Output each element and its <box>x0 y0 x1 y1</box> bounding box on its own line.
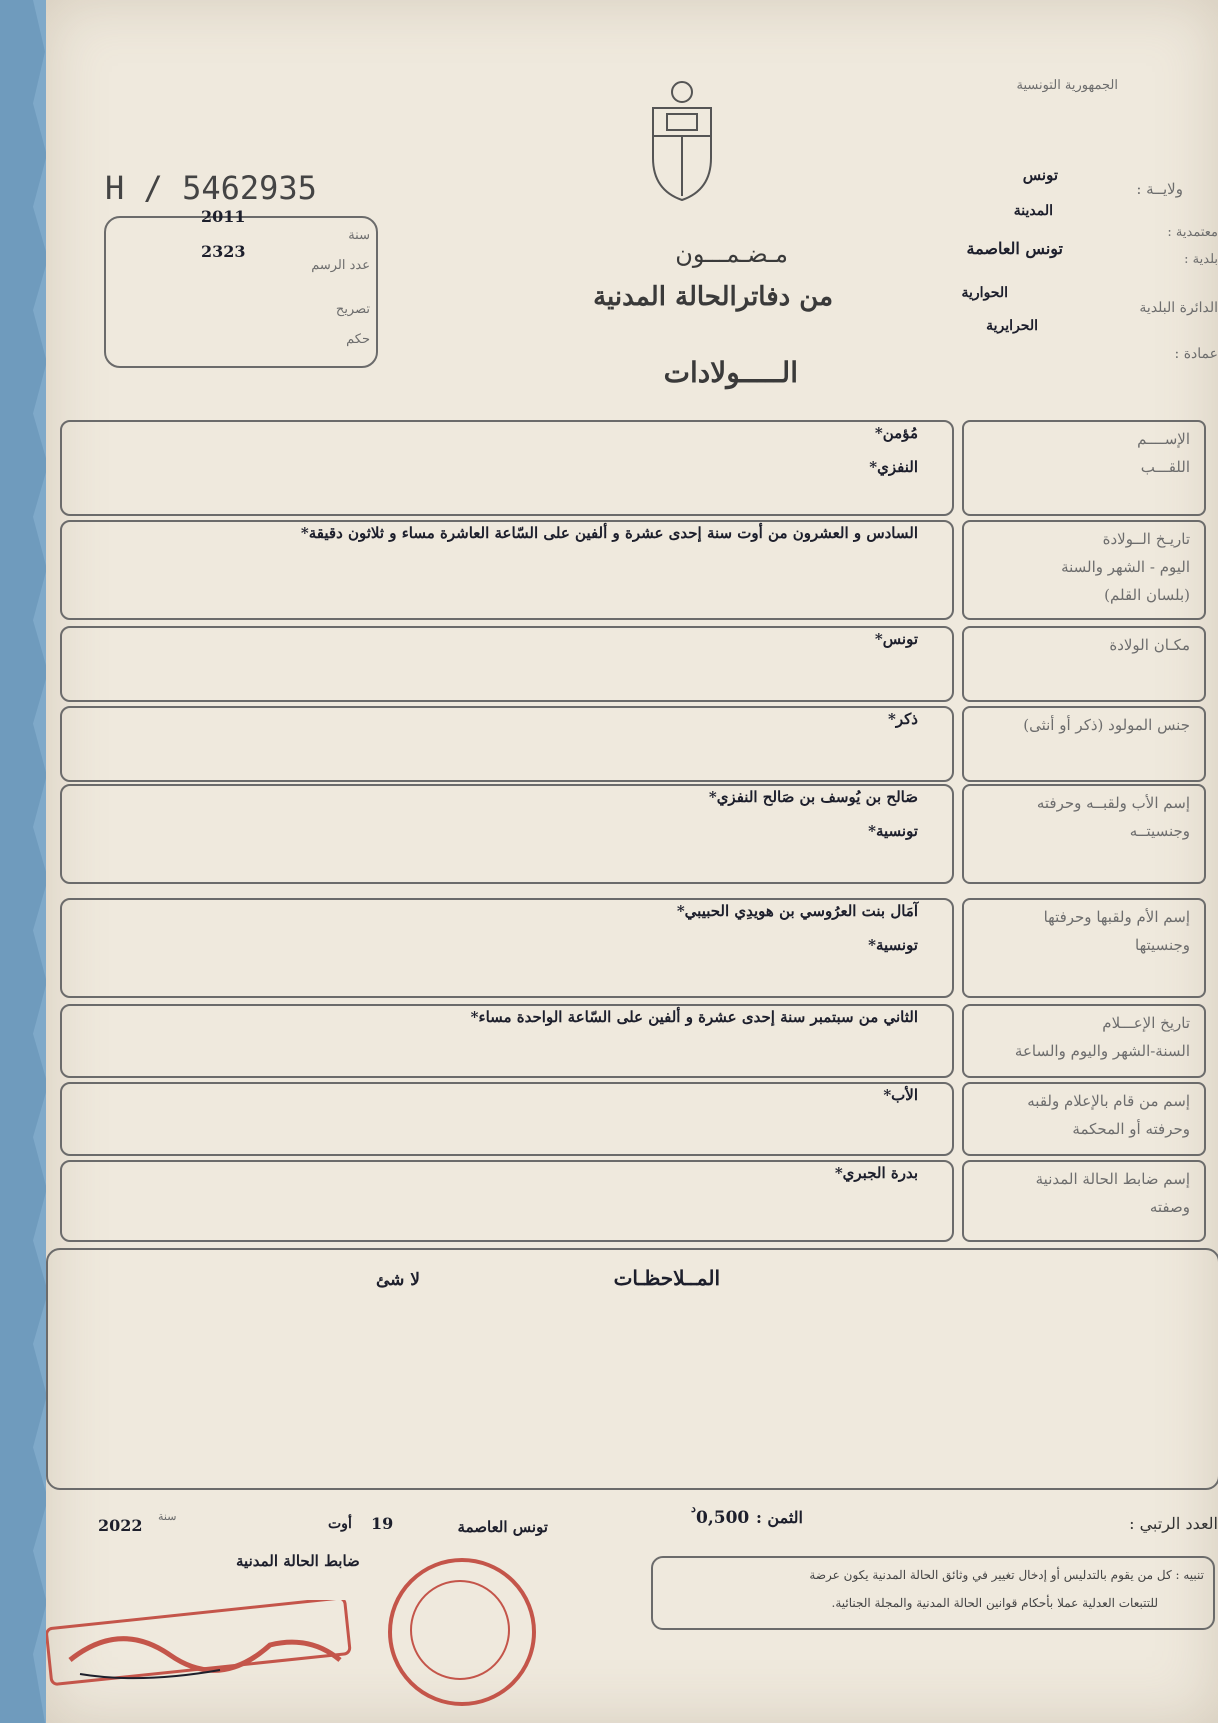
row-label-line: جنس المولود (ذكر أو أنثى) <box>1023 716 1190 734</box>
row-value: آمَال بنت العرُوسي بن هويدِي الحبيبي* <box>676 902 918 920</box>
row-label-line: إسم من قام بالإعلام ولقبه <box>1027 1092 1190 1110</box>
row-label-line: تاريخ الإعـــلام <box>1102 1014 1190 1032</box>
birth-certificate-page <box>46 0 1218 1723</box>
row-label-line: تاريـخ الــولادة <box>1102 530 1190 548</box>
row-value: تونسية* <box>868 822 918 840</box>
value-box-2 <box>60 626 954 702</box>
row-label-line: السنة-الشهر واليوم والساعة <box>1014 1042 1190 1060</box>
value-box-0 <box>60 420 954 516</box>
notice-line-1: تنبيه : كل من يقوم بالتدليس أو إدخال تغيير في وثائق الحالة المدنية يكون عرضة <box>809 1568 1204 1582</box>
ref-count-value: 2323 <box>201 242 246 261</box>
value-box-7 <box>60 1082 954 1156</box>
signature-stamp-icon <box>46 1600 370 1690</box>
value-box-3 <box>60 706 954 782</box>
daira-label: الدائرة البلدية <box>1139 300 1218 316</box>
value-box-8 <box>60 1160 954 1242</box>
row-label-line: اليوم - الشهر والسنة <box>1061 558 1190 576</box>
row-value: النفزي* <box>869 458 918 476</box>
row-label-line: إسم الأم ولقبها وحرفتها <box>1043 908 1190 926</box>
notice-line-2: للتتبعات العدلية عملا بأحكام قوانين الحالة المدنية والمجلة الجنائية. <box>831 1596 1158 1610</box>
baladia-value: تونس العاصمة <box>966 239 1063 258</box>
row-value: تونسية* <box>868 936 918 954</box>
motamadia-label: معتمدية : <box>1167 225 1218 240</box>
officer-label: ضابط الحالة المدنية <box>236 1552 360 1570</box>
ref-year-value: 2011 <box>201 207 246 226</box>
serial-number: H / 5462935 <box>105 169 317 207</box>
row-value: السادس و العشرون من أوت سنة إحدى عشرة و ألفين على السّاعة العاشرة مساء و ثلاثون دقيقة* <box>300 524 918 542</box>
place-value: تونس العاصمة <box>457 1518 548 1536</box>
date-month: أوت <box>328 1516 352 1532</box>
ref-year-label: سنة <box>348 228 370 243</box>
row-value: مُؤمن* <box>874 424 918 442</box>
republic-label: الجمهورية التونسية <box>1016 78 1118 93</box>
row-label-line: إسم ضابط الحالة المدنية <box>1035 1170 1190 1188</box>
row-value: ذكر* <box>888 710 918 728</box>
row-label-line: وحرفته أو المحكمة <box>1072 1120 1190 1138</box>
row-value: الأب* <box>883 1086 918 1104</box>
row-value: الثاني من سبتمبر سنة إحدى عشرة و ألفين على السّاعة الواحدة مساء* <box>470 1008 918 1026</box>
price-value: 0,500 <box>696 1508 750 1528</box>
row-value: صَالح بن يُوسف بن صَالح النفزي* <box>708 788 918 806</box>
daira-value-1: الحوارية <box>961 285 1008 301</box>
row-label-line: مكـان الولادة <box>1109 636 1190 654</box>
remarks-label: المــلاحظـات <box>613 1266 720 1290</box>
wilaya-label: ولايــة : <box>1136 180 1183 198</box>
daira-value-2: الحرايرية <box>986 318 1038 334</box>
row-label-line: الإســــم <box>1137 430 1190 448</box>
city-value: المدينة <box>1013 203 1053 219</box>
ref-judgment-label: حكم <box>346 332 370 347</box>
wilaya-value: تونس <box>1022 166 1058 184</box>
remarks-value: لا شئ <box>375 1270 420 1290</box>
omada-label: عمادة : <box>1174 346 1218 362</box>
row-label-line: إسم الأب ولقبــه وحرفته <box>1036 794 1190 812</box>
tunisia-coat-of-arms-icon <box>641 78 723 203</box>
row-label-line: وصفته <box>1149 1198 1190 1216</box>
date-day: 19 <box>371 1514 394 1533</box>
row-value: بدرة الجبري* <box>834 1164 918 1182</box>
ref-declaration-label: تصريح <box>335 302 370 317</box>
row-value: تونس* <box>874 630 918 648</box>
order-number-label: العدد الرتبي : <box>1129 1514 1218 1533</box>
price-unit: د <box>691 1502 696 1515</box>
price-label: الثمن : <box>755 1508 803 1527</box>
reference-box <box>104 216 378 368</box>
title-madmoun: مـضـمـــون <box>675 240 788 268</box>
row-label-line: (بلسان القلم) <box>1104 586 1190 604</box>
row-label-line: اللقـــب <box>1140 458 1190 476</box>
baladia-label: بلدية : <box>1184 252 1218 267</box>
footer-year-value: 2022 <box>98 1516 143 1535</box>
ref-count-label: عدد الرسم <box>311 258 370 273</box>
row-label-line: وجنسيتها <box>1135 936 1190 954</box>
title-registers: من دفاترالحالة المدنية <box>593 282 833 312</box>
official-stamp <box>388 1558 536 1706</box>
footer-year-label: سنة <box>158 1510 177 1523</box>
title-births: الـــــولادات <box>663 356 798 389</box>
row-label-line: وجنسيتــه <box>1129 822 1190 840</box>
